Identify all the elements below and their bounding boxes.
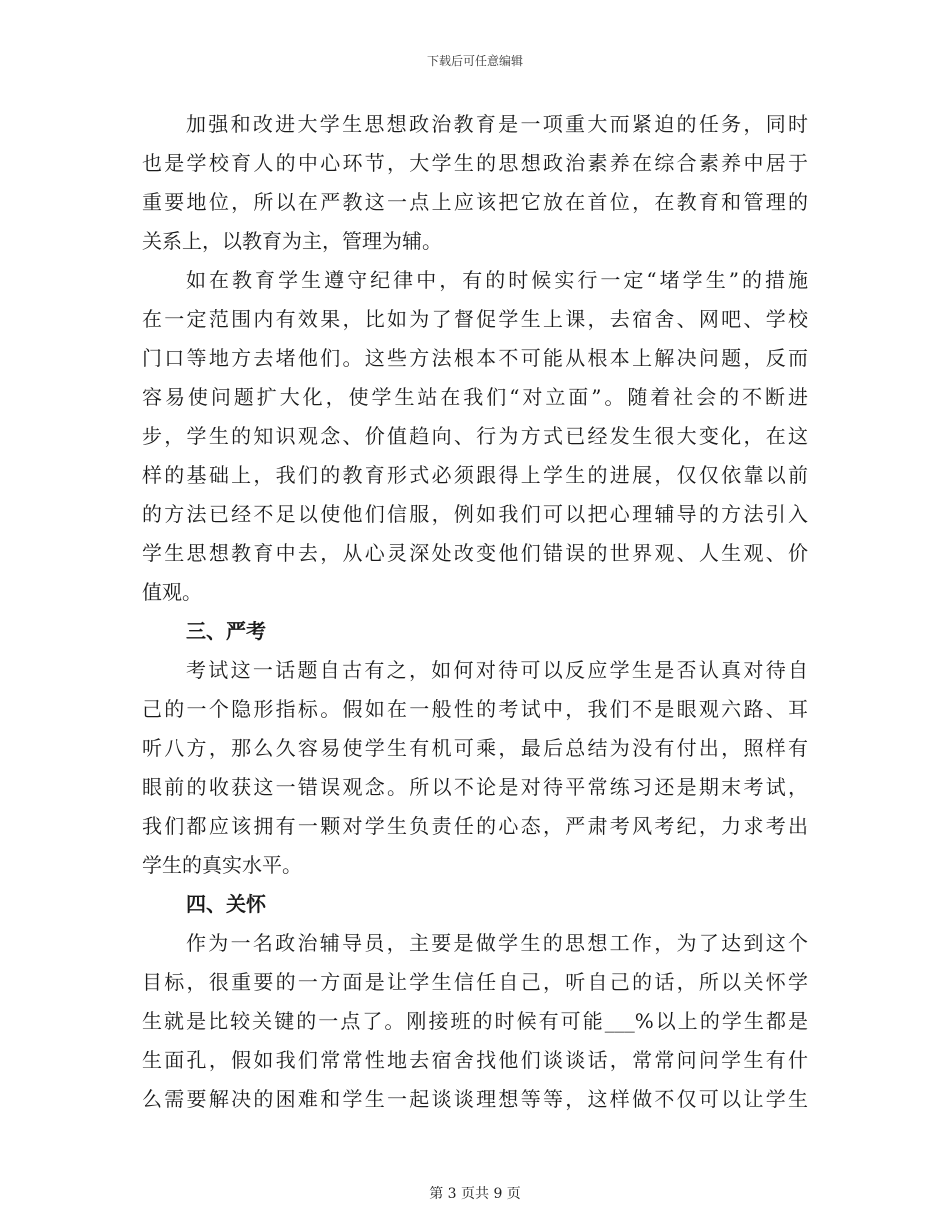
text-line: 步，学生的知识观念、价值趋向、行为方式已经发生很大变化，在这 <box>142 424 808 448</box>
text-line: 的方法已经不足以使他们信服，例如我们可以把心理辅导的方法引入 <box>142 502 808 526</box>
text-line: 我们都应该拥有一颗对学生负责任的心态，严肃考风考纪，力求考出 <box>142 814 808 838</box>
paragraph-strict-education <box>142 105 808 261</box>
text-line: 值观。 <box>142 580 202 604</box>
text-line: 目标，很重要的一方面是让学生信任自己，听自己的话，所以关怀学 <box>142 970 808 994</box>
document-body <box>142 105 808 1119</box>
text-line: 关系上，以教育为主，管理为辅。 <box>142 229 442 253</box>
text-line: 如在教育学生遵守纪律中，有的时候实行一定“堵学生”的措施 <box>186 268 808 292</box>
text-line: 眼前的收获这一错误观念。所以不论是对待平常练习还是期末考试， <box>142 775 808 799</box>
text-line: 在一定范围内有效果，比如为了督促学生上课，去宿舍、网吧、学校 <box>142 307 808 331</box>
text-line: 生就是比较关键的一点了。刚接班的时候有可能___%以上的学生都是 <box>142 1009 808 1033</box>
paragraph-care <box>142 924 808 1119</box>
text-line: 么需要解决的困难和学生一起谈谈理想等等，这样做不仅可以让学生 <box>142 1087 808 1111</box>
text-line: 容易使问题扩大化，使学生站在我们“对立面”。随着社会的不断进 <box>142 385 808 409</box>
text-line: 作为一名政治辅导员，主要是做学生的思想工作，为了达到这个 <box>186 931 808 955</box>
paragraph-discipline <box>142 261 808 612</box>
text-line: 考试这一话题自古有之，如何对待可以反应学生是否认真对待自 <box>186 658 808 682</box>
page-number: 第 3 页共 9 页 <box>429 1186 521 1202</box>
text-line: 门口等地方去堵他们。这些方法根本不可能从根本上解决问题，反而 <box>142 346 808 370</box>
section-heading-care: 四、关怀 <box>186 892 266 916</box>
text-line: 己的一个隐形指标。假如在一般性的考试中，我们不是眼观六路、耳 <box>142 697 808 721</box>
section-heading-exam: 三、严考 <box>186 619 266 643</box>
text-line: 加强和改进大学生思想政治教育是一项重大而紧迫的任务，同时 <box>186 112 808 136</box>
page-header: 下载后可任意编辑 <box>426 54 523 68</box>
text-line: 也是学校育人的中心环节，大学生的思想政治素养在综合素养中居于 <box>142 151 808 175</box>
text-line: 学生的真实水平。 <box>142 853 302 877</box>
text-line: 重要地位，所以在严教这一点上应该把它放在首位，在教育和管理的 <box>142 190 808 214</box>
text-line: 生面孔，假如我们常常性地去宿舍找他们谈谈话，常常问问学生有什 <box>142 1048 808 1072</box>
text-line: 学生思想教育中去，从心灵深处改变他们错误的世界观、人生观、价 <box>142 541 808 565</box>
paragraph-exam <box>142 651 808 885</box>
text-line: 样的基础上，我们的教育形式必须跟得上学生的进展，仅仅依靠以前 <box>142 463 808 487</box>
text-line: 听八方，那么久容易使学生有机可乘，最后总结为没有付出，照样有 <box>142 736 808 760</box>
